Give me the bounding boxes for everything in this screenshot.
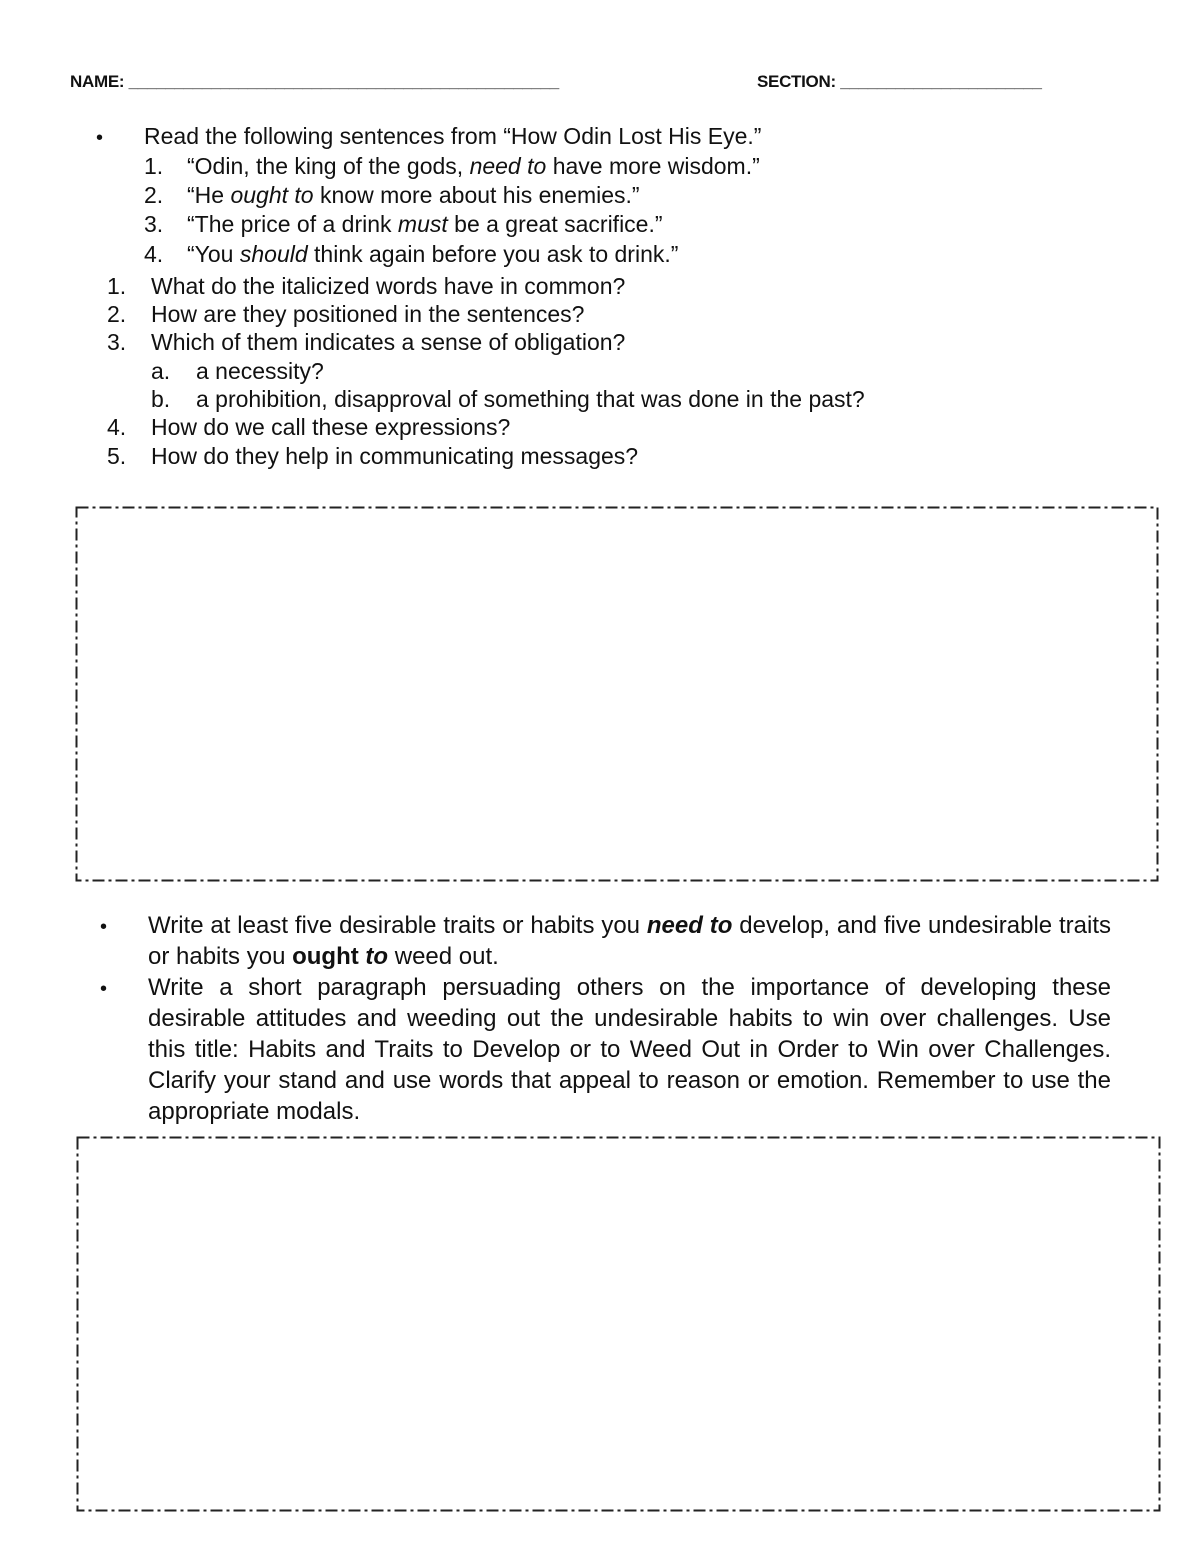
bullet-1: • — [96, 127, 104, 149]
question-number: 1. — [107, 273, 127, 299]
name-field[interactable] — [70, 72, 559, 92]
question-number: 4. — [107, 414, 127, 440]
activity2-instruction-2: Write a short paragraph persuading others on the importance of developing these desirable attitudes and weeding out the undesirable habits to win over challenges. Use this title: Habits and Traits to Develop or to Weed Out in Order to Win over Challenges. Clarify your stand and use words that appeal to reason or emotion. Remember to use the appropriate modals. — [148, 974, 1111, 1125]
modal-word: need to — [646, 912, 733, 939]
answer-box-2[interactable] — [76, 1136, 1161, 1512]
section-field[interactable] — [757, 72, 1042, 92]
subquestion-text: a prohibition, disapproval of something that was done in the past? — [196, 386, 865, 412]
section-label: SECTION: — [757, 72, 836, 91]
question-text: How do we call these expressions? — [151, 414, 511, 440]
sentence-text: “You should think again before you ask to drink.” — [187, 241, 679, 267]
bullet-2: • — [100, 916, 108, 938]
sentence-text: “The price of a drink must be a great sacrifice.” — [187, 211, 663, 237]
modal-word: ought to — [230, 182, 314, 208]
question-text: Which of them indicates a sense of obligation? — [151, 329, 626, 355]
question-text: How are they positioned in the sentences? — [151, 301, 585, 327]
sentence-number: 4. — [144, 241, 164, 267]
modal-word: ought to — [292, 943, 389, 970]
sentence-text: “Odin, the king of the gods, need to have more wisdom.” — [187, 153, 760, 179]
modal-word: must — [397, 211, 448, 237]
question-number: 2. — [107, 301, 127, 327]
question-text: What do the italicized words have in common? — [151, 273, 626, 299]
question-text: How do they help in communicating messages? — [151, 443, 639, 469]
section-blank[interactable]: ______________________ — [840, 72, 1042, 91]
question-number: 5. — [107, 443, 127, 469]
sentence-number: 2. — [144, 182, 164, 208]
name-blank[interactable]: _______________________________________________ — [128, 72, 559, 91]
dashed-border — [76, 1136, 1161, 1512]
activity2-instruction-1: Write at least five desirable traits or habits you need to develop, and five undesirable traits or habits you ought to weed out. — [148, 912, 1111, 970]
modal-word: should — [239, 241, 308, 267]
modal-word: need to — [469, 153, 547, 179]
bullet-3: • — [100, 978, 108, 1000]
question-number: 3. — [107, 329, 127, 355]
dashed-border — [75, 506, 1159, 882]
subquestion-text: a necessity? — [196, 358, 324, 384]
activity1-intro: Read the following sentences from “How Odin Lost His Eye.” — [144, 123, 762, 149]
subquestion-letter: b. — [151, 386, 171, 412]
sentence-number: 1. — [144, 153, 164, 179]
name-label: NAME: — [70, 72, 125, 91]
answer-box-1[interactable] — [75, 506, 1159, 882]
subquestion-letter: a. — [151, 358, 171, 384]
sentence-number: 3. — [144, 211, 164, 237]
sentence-text: “He ought to know more about his enemies.” — [187, 182, 640, 208]
